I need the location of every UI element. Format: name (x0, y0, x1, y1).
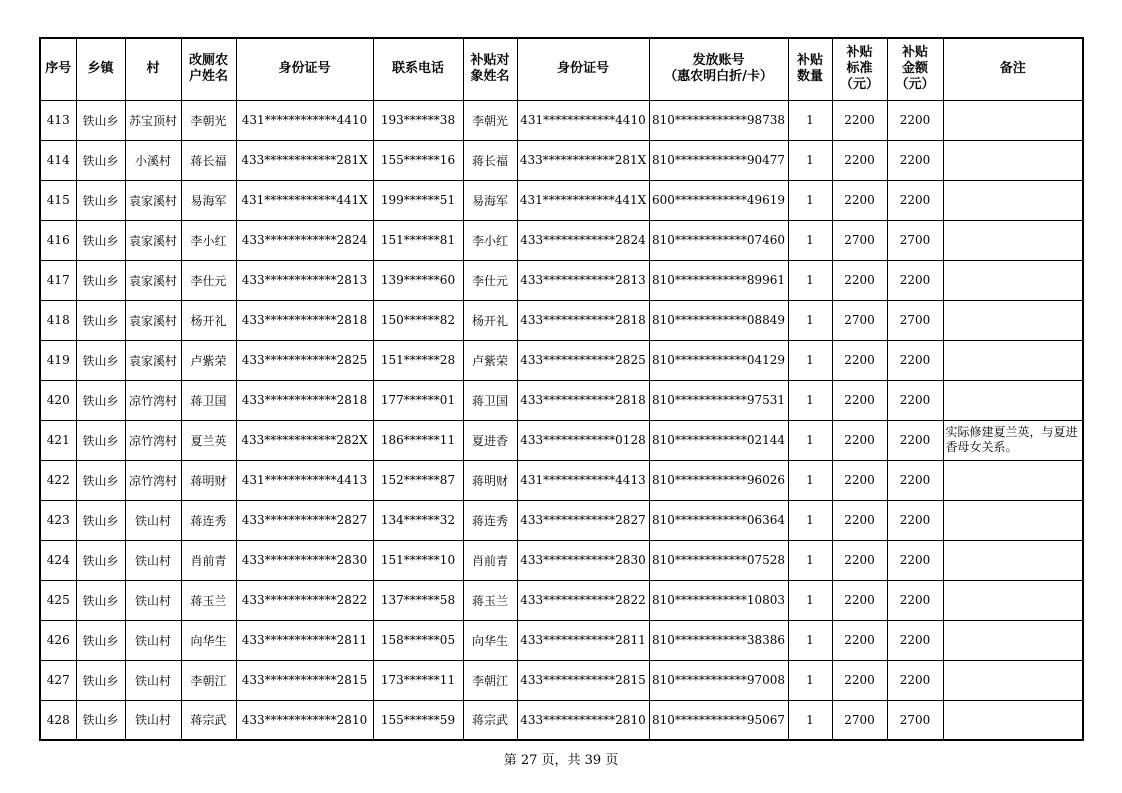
table-row (40, 140, 1083, 180)
cell-seq: 425 (40, 580, 76, 620)
cell-town: 铁山乡 (76, 580, 125, 620)
cell-owner: 卢紫荣 (181, 340, 236, 380)
cell-amount: 2200 (887, 100, 943, 140)
cell-standard: 2200 (832, 180, 887, 220)
cell-owner_id: 433************2815 (236, 660, 373, 700)
header-standard: 补贴 标准 （元） (832, 38, 887, 100)
cell-owner: 李仕元 (181, 260, 236, 300)
cell-phone: 199******51 (373, 180, 463, 220)
cell-subsidy_name: 杨开礼 (463, 300, 517, 340)
cell-standard: 2200 (832, 660, 887, 700)
header-town: 乡镇 (76, 38, 125, 100)
cell-phone: 186******11 (373, 420, 463, 460)
cell-seq: 424 (40, 540, 76, 580)
cell-note (943, 460, 1083, 500)
cell-owner: 易海军 (181, 180, 236, 220)
cell-amount: 2200 (887, 180, 943, 220)
cell-account: 810************90477 (649, 140, 788, 180)
cell-owner_id: 431************441X (236, 180, 373, 220)
cell-standard: 2200 (832, 100, 887, 140)
cell-note (943, 260, 1083, 300)
cell-note (943, 180, 1083, 220)
cell-town: 铁山乡 (76, 260, 125, 300)
cell-note (943, 340, 1083, 380)
cell-subsidy_id: 433************2822 (517, 580, 649, 620)
cell-amount: 2200 (887, 460, 943, 500)
table-row (40, 460, 1083, 500)
cell-account: 810************04129 (649, 340, 788, 380)
cell-owner: 李朝光 (181, 100, 236, 140)
cell-qty: 1 (788, 220, 832, 260)
cell-standard: 2200 (832, 340, 887, 380)
cell-account: 810************97008 (649, 660, 788, 700)
cell-subsidy_name: 李仕元 (463, 260, 517, 300)
cell-phone: 193******38 (373, 100, 463, 140)
cell-owner: 蒋宗武 (181, 700, 236, 740)
cell-owner: 李小红 (181, 220, 236, 260)
cell-town: 铁山乡 (76, 620, 125, 660)
cell-subsidy_id: 431************441X (517, 180, 649, 220)
cell-qty: 1 (788, 300, 832, 340)
cell-town: 铁山乡 (76, 660, 125, 700)
cell-village: 铁山村 (125, 620, 181, 660)
cell-standard: 2200 (832, 420, 887, 460)
cell-account: 810************95067 (649, 700, 788, 740)
cell-owner_id: 433************2827 (236, 500, 373, 540)
cell-amount: 2700 (887, 300, 943, 340)
cell-account: 810************10803 (649, 580, 788, 620)
table-row (40, 380, 1083, 420)
cell-subsidy_name: 易海军 (463, 180, 517, 220)
cell-amount: 2700 (887, 220, 943, 260)
table-row (40, 260, 1083, 300)
cell-village: 袁家溪村 (125, 340, 181, 380)
cell-standard: 2200 (832, 540, 887, 580)
cell-note (943, 100, 1083, 140)
cell-subsidy_id: 433************0128 (517, 420, 649, 460)
cell-standard: 2200 (832, 500, 887, 540)
cell-note (943, 700, 1083, 740)
cell-phone: 155******16 (373, 140, 463, 180)
cell-phone: 151******81 (373, 220, 463, 260)
cell-owner_id: 433************2810 (236, 700, 373, 740)
cell-amount: 2200 (887, 260, 943, 300)
cell-owner_id: 433************281X (236, 140, 373, 180)
cell-amount: 2200 (887, 340, 943, 380)
cell-subsidy_id: 433************2824 (517, 220, 649, 260)
cell-qty: 1 (788, 700, 832, 740)
table-row (40, 500, 1083, 540)
cell-owner_id: 433************2824 (236, 220, 373, 260)
cell-account: 600************49619 (649, 180, 788, 220)
cell-subsidy_id: 433************2813 (517, 260, 649, 300)
cell-qty: 1 (788, 660, 832, 700)
cell-seq: 428 (40, 700, 76, 740)
cell-note (943, 300, 1083, 340)
cell-standard: 2200 (832, 140, 887, 180)
cell-amount: 2200 (887, 660, 943, 700)
cell-seq: 419 (40, 340, 76, 380)
cell-account: 810************98738 (649, 100, 788, 140)
cell-owner: 蒋卫国 (181, 380, 236, 420)
cell-seq: 416 (40, 220, 76, 260)
cell-amount: 2200 (887, 620, 943, 660)
table-row (40, 300, 1083, 340)
cell-qty: 1 (788, 420, 832, 460)
cell-owner_id: 433************2822 (236, 580, 373, 620)
cell-note (943, 380, 1083, 420)
cell-town: 铁山乡 (76, 460, 125, 500)
cell-owner: 蒋明财 (181, 460, 236, 500)
cell-village: 袁家溪村 (125, 300, 181, 340)
cell-note (943, 220, 1083, 260)
cell-phone: 150******82 (373, 300, 463, 340)
cell-village: 袁家溪村 (125, 220, 181, 260)
table-row (40, 580, 1083, 620)
cell-subsidy_name: 李朝江 (463, 660, 517, 700)
cell-standard: 2200 (832, 380, 887, 420)
header-subsidy_name: 补贴对 象姓名 (463, 38, 517, 100)
cell-account: 810************08849 (649, 300, 788, 340)
cell-village: 铁山村 (125, 660, 181, 700)
cell-subsidy_name: 蒋连秀 (463, 500, 517, 540)
cell-note (943, 500, 1083, 540)
cell-town: 铁山乡 (76, 300, 125, 340)
cell-owner_id: 433************2825 (236, 340, 373, 380)
cell-seq: 413 (40, 100, 76, 140)
cell-village: 铁山村 (125, 700, 181, 740)
header-phone: 联系电话 (373, 38, 463, 100)
header-note: 备注 (943, 38, 1083, 100)
cell-standard: 2200 (832, 460, 887, 500)
table-row (40, 620, 1083, 660)
cell-account: 810************07528 (649, 540, 788, 580)
cell-qty: 1 (788, 140, 832, 180)
cell-subsidy_name: 蒋明财 (463, 460, 517, 500)
cell-town: 铁山乡 (76, 220, 125, 260)
table-row (40, 540, 1083, 580)
cell-village: 苏宝顶村 (125, 100, 181, 140)
cell-subsidy_name: 蒋卫国 (463, 380, 517, 420)
header-subsidy_id: 身份证号 (517, 38, 649, 100)
cell-note (943, 620, 1083, 660)
cell-town: 铁山乡 (76, 140, 125, 180)
cell-subsidy_id: 433************2830 (517, 540, 649, 580)
cell-seq: 418 (40, 300, 76, 340)
cell-account: 810************02144 (649, 420, 788, 460)
cell-owner: 蒋玉兰 (181, 580, 236, 620)
page-footer: 第 27 页，共 39 页 (503, 753, 619, 768)
cell-qty: 1 (788, 180, 832, 220)
cell-town: 铁山乡 (76, 100, 125, 140)
cell-seq: 415 (40, 180, 76, 220)
cell-village: 铁山村 (125, 500, 181, 540)
cell-owner: 夏兰英 (181, 420, 236, 460)
table-row (40, 180, 1083, 220)
cell-qty: 1 (788, 460, 832, 500)
cell-standard: 2700 (832, 220, 887, 260)
cell-subsidy_id: 433************2827 (517, 500, 649, 540)
cell-subsidy_name: 李朝光 (463, 100, 517, 140)
cell-town: 铁山乡 (76, 500, 125, 540)
cell-phone: 152******87 (373, 460, 463, 500)
cell-subsidy_name: 夏进香 (463, 420, 517, 460)
cell-owner_id: 433************2818 (236, 380, 373, 420)
cell-owner_id: 433************2830 (236, 540, 373, 580)
cell-owner_id: 431************4410 (236, 100, 373, 140)
cell-owner_id: 433************2813 (236, 260, 373, 300)
cell-qty: 1 (788, 580, 832, 620)
header-qty: 补贴 数量 (788, 38, 832, 100)
cell-owner: 蒋长福 (181, 140, 236, 180)
cell-village: 凉竹湾村 (125, 460, 181, 500)
cell-phone: 134******32 (373, 500, 463, 540)
table-body (40, 100, 1083, 740)
header-row (40, 38, 1083, 100)
cell-subsidy_id: 433************2815 (517, 660, 649, 700)
cell-note (943, 540, 1083, 580)
cell-amount: 2200 (887, 500, 943, 540)
cell-town: 铁山乡 (76, 180, 125, 220)
cell-subsidy_name: 蒋玉兰 (463, 580, 517, 620)
table-row (40, 660, 1083, 700)
cell-seq: 422 (40, 460, 76, 500)
cell-phone: 151******10 (373, 540, 463, 580)
cell-subsidy_name: 李小红 (463, 220, 517, 260)
cell-village: 凉竹湾村 (125, 420, 181, 460)
cell-owner: 向华生 (181, 620, 236, 660)
cell-seq: 423 (40, 500, 76, 540)
cell-owner: 蒋连秀 (181, 500, 236, 540)
table-row (40, 420, 1083, 460)
cell-subsidy_name: 向华生 (463, 620, 517, 660)
cell-owner: 肖前青 (181, 540, 236, 580)
cell-qty: 1 (788, 260, 832, 300)
cell-owner_id: 433************282X (236, 420, 373, 460)
table-row (40, 700, 1083, 740)
cell-subsidy_name: 卢紫荣 (463, 340, 517, 380)
table-row (40, 100, 1083, 140)
table-row (40, 220, 1083, 260)
cell-account: 810************96026 (649, 460, 788, 500)
cell-phone: 177******01 (373, 380, 463, 420)
cell-subsidy_id: 433************281X (517, 140, 649, 180)
cell-phone: 139******60 (373, 260, 463, 300)
cell-phone: 151******28 (373, 340, 463, 380)
cell-village: 小溪村 (125, 140, 181, 180)
header-owner_id: 身份证号 (236, 38, 373, 100)
cell-subsidy_id: 433************2811 (517, 620, 649, 660)
cell-seq: 426 (40, 620, 76, 660)
header-amount: 补贴 金额 （元） (887, 38, 943, 100)
cell-phone: 158******05 (373, 620, 463, 660)
cell-qty: 1 (788, 100, 832, 140)
header-owner: 改厕农 户姓名 (181, 38, 236, 100)
cell-village: 铁山村 (125, 540, 181, 580)
cell-seq: 417 (40, 260, 76, 300)
cell-amount: 2200 (887, 380, 943, 420)
cell-seq: 414 (40, 140, 76, 180)
cell-village: 袁家溪村 (125, 260, 181, 300)
cell-note: 实际修建夏兰英，与夏进香母女关系。 (943, 420, 1083, 460)
cell-qty: 1 (788, 500, 832, 540)
cell-standard: 2200 (832, 260, 887, 300)
cell-note (943, 580, 1083, 620)
cell-subsidy_name: 蒋长福 (463, 140, 517, 180)
cell-note (943, 660, 1083, 700)
cell-account: 810************97531 (649, 380, 788, 420)
table-row (40, 340, 1083, 380)
cell-owner_id: 433************2811 (236, 620, 373, 660)
cell-seq: 420 (40, 380, 76, 420)
cell-note (943, 140, 1083, 180)
cell-owner_id: 433************2818 (236, 300, 373, 340)
cell-subsidy_id: 433************2825 (517, 340, 649, 380)
cell-town: 铁山乡 (76, 380, 125, 420)
cell-town: 铁山乡 (76, 340, 125, 380)
cell-account: 810************07460 (649, 220, 788, 260)
cell-qty: 1 (788, 380, 832, 420)
cell-phone: 155******59 (373, 700, 463, 740)
cell-town: 铁山乡 (76, 420, 125, 460)
header-seq: 序号 (40, 38, 76, 100)
cell-account: 810************38386 (649, 620, 788, 660)
header-account: 发放账号 （惠农明白折/卡） (649, 38, 788, 100)
cell-standard: 2700 (832, 300, 887, 340)
cell-subsidy_id: 431************4413 (517, 460, 649, 500)
cell-qty: 1 (788, 620, 832, 660)
cell-village: 凉竹湾村 (125, 380, 181, 420)
cell-town: 铁山乡 (76, 700, 125, 740)
cell-amount: 2700 (887, 700, 943, 740)
cell-seq: 427 (40, 660, 76, 700)
cell-standard: 2200 (832, 620, 887, 660)
cell-village: 袁家溪村 (125, 180, 181, 220)
cell-amount: 2200 (887, 580, 943, 620)
cell-subsidy_id: 433************2818 (517, 300, 649, 340)
cell-account: 810************89961 (649, 260, 788, 300)
table-header (40, 38, 1083, 100)
cell-subsidy_name: 肖前青 (463, 540, 517, 580)
cell-subsidy_name: 蒋宗武 (463, 700, 517, 740)
cell-seq: 421 (40, 420, 76, 460)
cell-subsidy_id: 433************2818 (517, 380, 649, 420)
cell-account: 810************06364 (649, 500, 788, 540)
cell-phone: 137******58 (373, 580, 463, 620)
cell-owner: 杨开礼 (181, 300, 236, 340)
cell-qty: 1 (788, 540, 832, 580)
cell-owner_id: 431************4413 (236, 460, 373, 500)
cell-amount: 2200 (887, 420, 943, 460)
cell-town: 铁山乡 (76, 540, 125, 580)
cell-village: 铁山村 (125, 580, 181, 620)
cell-phone: 173******11 (373, 660, 463, 700)
cell-amount: 2200 (887, 140, 943, 180)
header-village: 村 (125, 38, 181, 100)
cell-subsidy_id: 433************2810 (517, 700, 649, 740)
cell-owner: 李朝江 (181, 660, 236, 700)
cell-standard: 2200 (832, 580, 887, 620)
subsidy-table (39, 37, 1084, 741)
cell-standard: 2700 (832, 700, 887, 740)
cell-subsidy_id: 431************4410 (517, 100, 649, 140)
cell-qty: 1 (788, 340, 832, 380)
cell-amount: 2200 (887, 540, 943, 580)
